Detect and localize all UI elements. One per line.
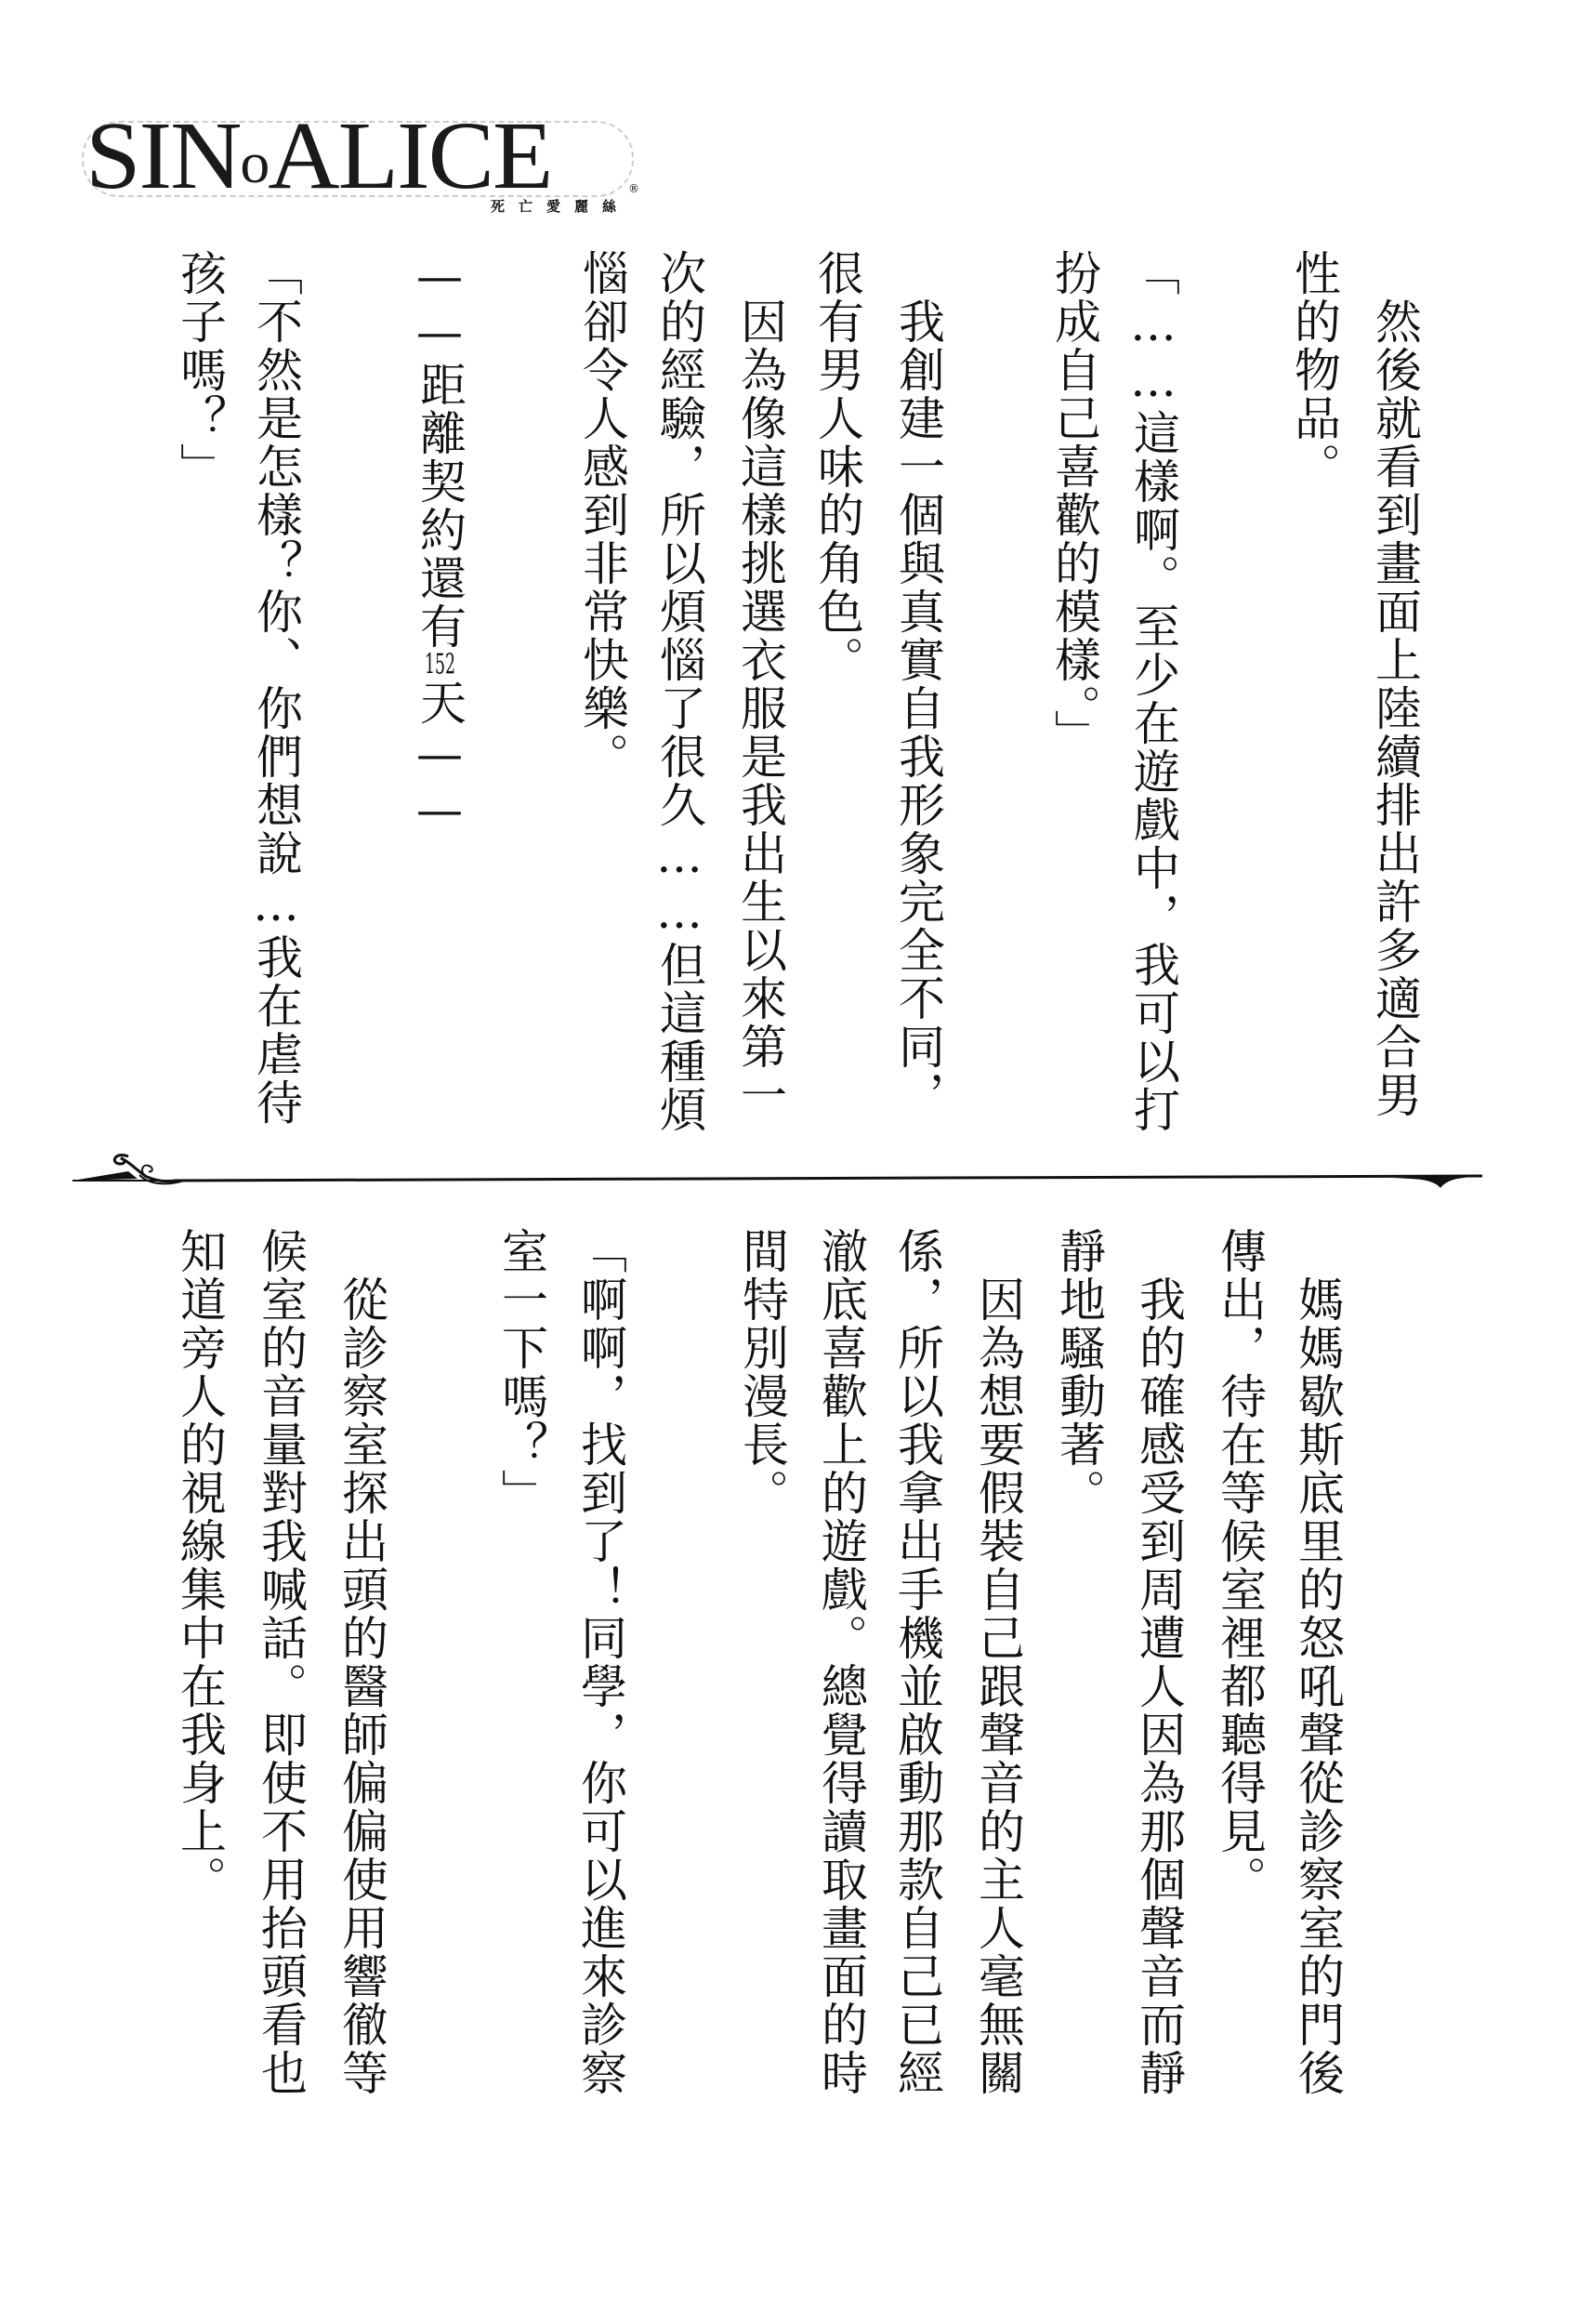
registered-mark: ® [628, 182, 639, 195]
text-column: 「啊啊，找到了！同學，你可以進來診察 [573, 1227, 627, 2097]
logo-subtitle: 死亡愛麗絲 [491, 198, 631, 215]
text-column: 惱卻令人感到非常快樂。 [575, 249, 629, 781]
sinoalice-logo [85, 104, 643, 234]
text-column: 次的經驗，所以煩惱了很久……但這種煩 [652, 249, 706, 1134]
logo-title-sin: SIN [85, 102, 241, 209]
text-column: 我創建一個與真實自我形象完全不同， [891, 249, 945, 1119]
countdown-prefix: ——距離契約還有 [413, 249, 467, 651]
text-column: 傳出，待在等候室裡都聽得見。 [1213, 1227, 1267, 1904]
text-column: 性的物品。 [1287, 249, 1341, 491]
text-column: 候室的音量對我喊話。即使不用抬頭看也 [254, 1227, 308, 2097]
text-column: 「不然是怎樣？你、你們想說…我在虐待 [249, 249, 303, 1127]
text-column: 係，所以我拿出手機並啟動那款自己已經 [890, 1227, 944, 2097]
text-column: 很有男人味的角色。 [810, 249, 864, 684]
text-column: 然後就看到畫面上陸續排出許多適合男 [1368, 249, 1422, 1119]
text-column: 室一下嗎？」 [494, 1227, 548, 1517]
logo-title [85, 102, 552, 212]
text-column: 因為想要假裝自己跟聲音的主人毫無關 [971, 1227, 1025, 2097]
section-divider [72, 1143, 1494, 1199]
text-column: 扮成自己喜歡的模樣。」 [1047, 249, 1101, 758]
text-column: 因為像這樣挑選衣服是我出生以來第一 [733, 249, 787, 1119]
text-column: 「……這樣啊。至少在遊戲中，我可以打 [1126, 249, 1180, 1134]
text-column: 從診察室探出頭的醫師偏偏使用響徹等 [335, 1227, 388, 2097]
text-column: 孩子嗎？」 [173, 249, 227, 491]
logo-title-o: o [240, 132, 269, 195]
text-column: 靜地騷動著。 [1052, 1227, 1106, 1517]
text-column: 媽媽歇斯底里的怒吼聲從診察室的門後 [1291, 1227, 1345, 2097]
logo-title-alice: ALICE [268, 102, 552, 209]
countdown-days: 152 [425, 651, 455, 679]
text-column: 知道旁人的視線集中在我身上。 [173, 1227, 227, 1904]
countdown-suffix: 天—— [413, 679, 467, 838]
text-column: 我的確感受到周遭人因為那個聲音而靜 [1132, 1227, 1186, 2097]
text-column: 澈底喜歡上的遊戲。總覺得讀取畫面的時 [814, 1227, 868, 2097]
text-column: 間特別漫長。 [735, 1227, 789, 1517]
countdown-column [413, 249, 467, 838]
